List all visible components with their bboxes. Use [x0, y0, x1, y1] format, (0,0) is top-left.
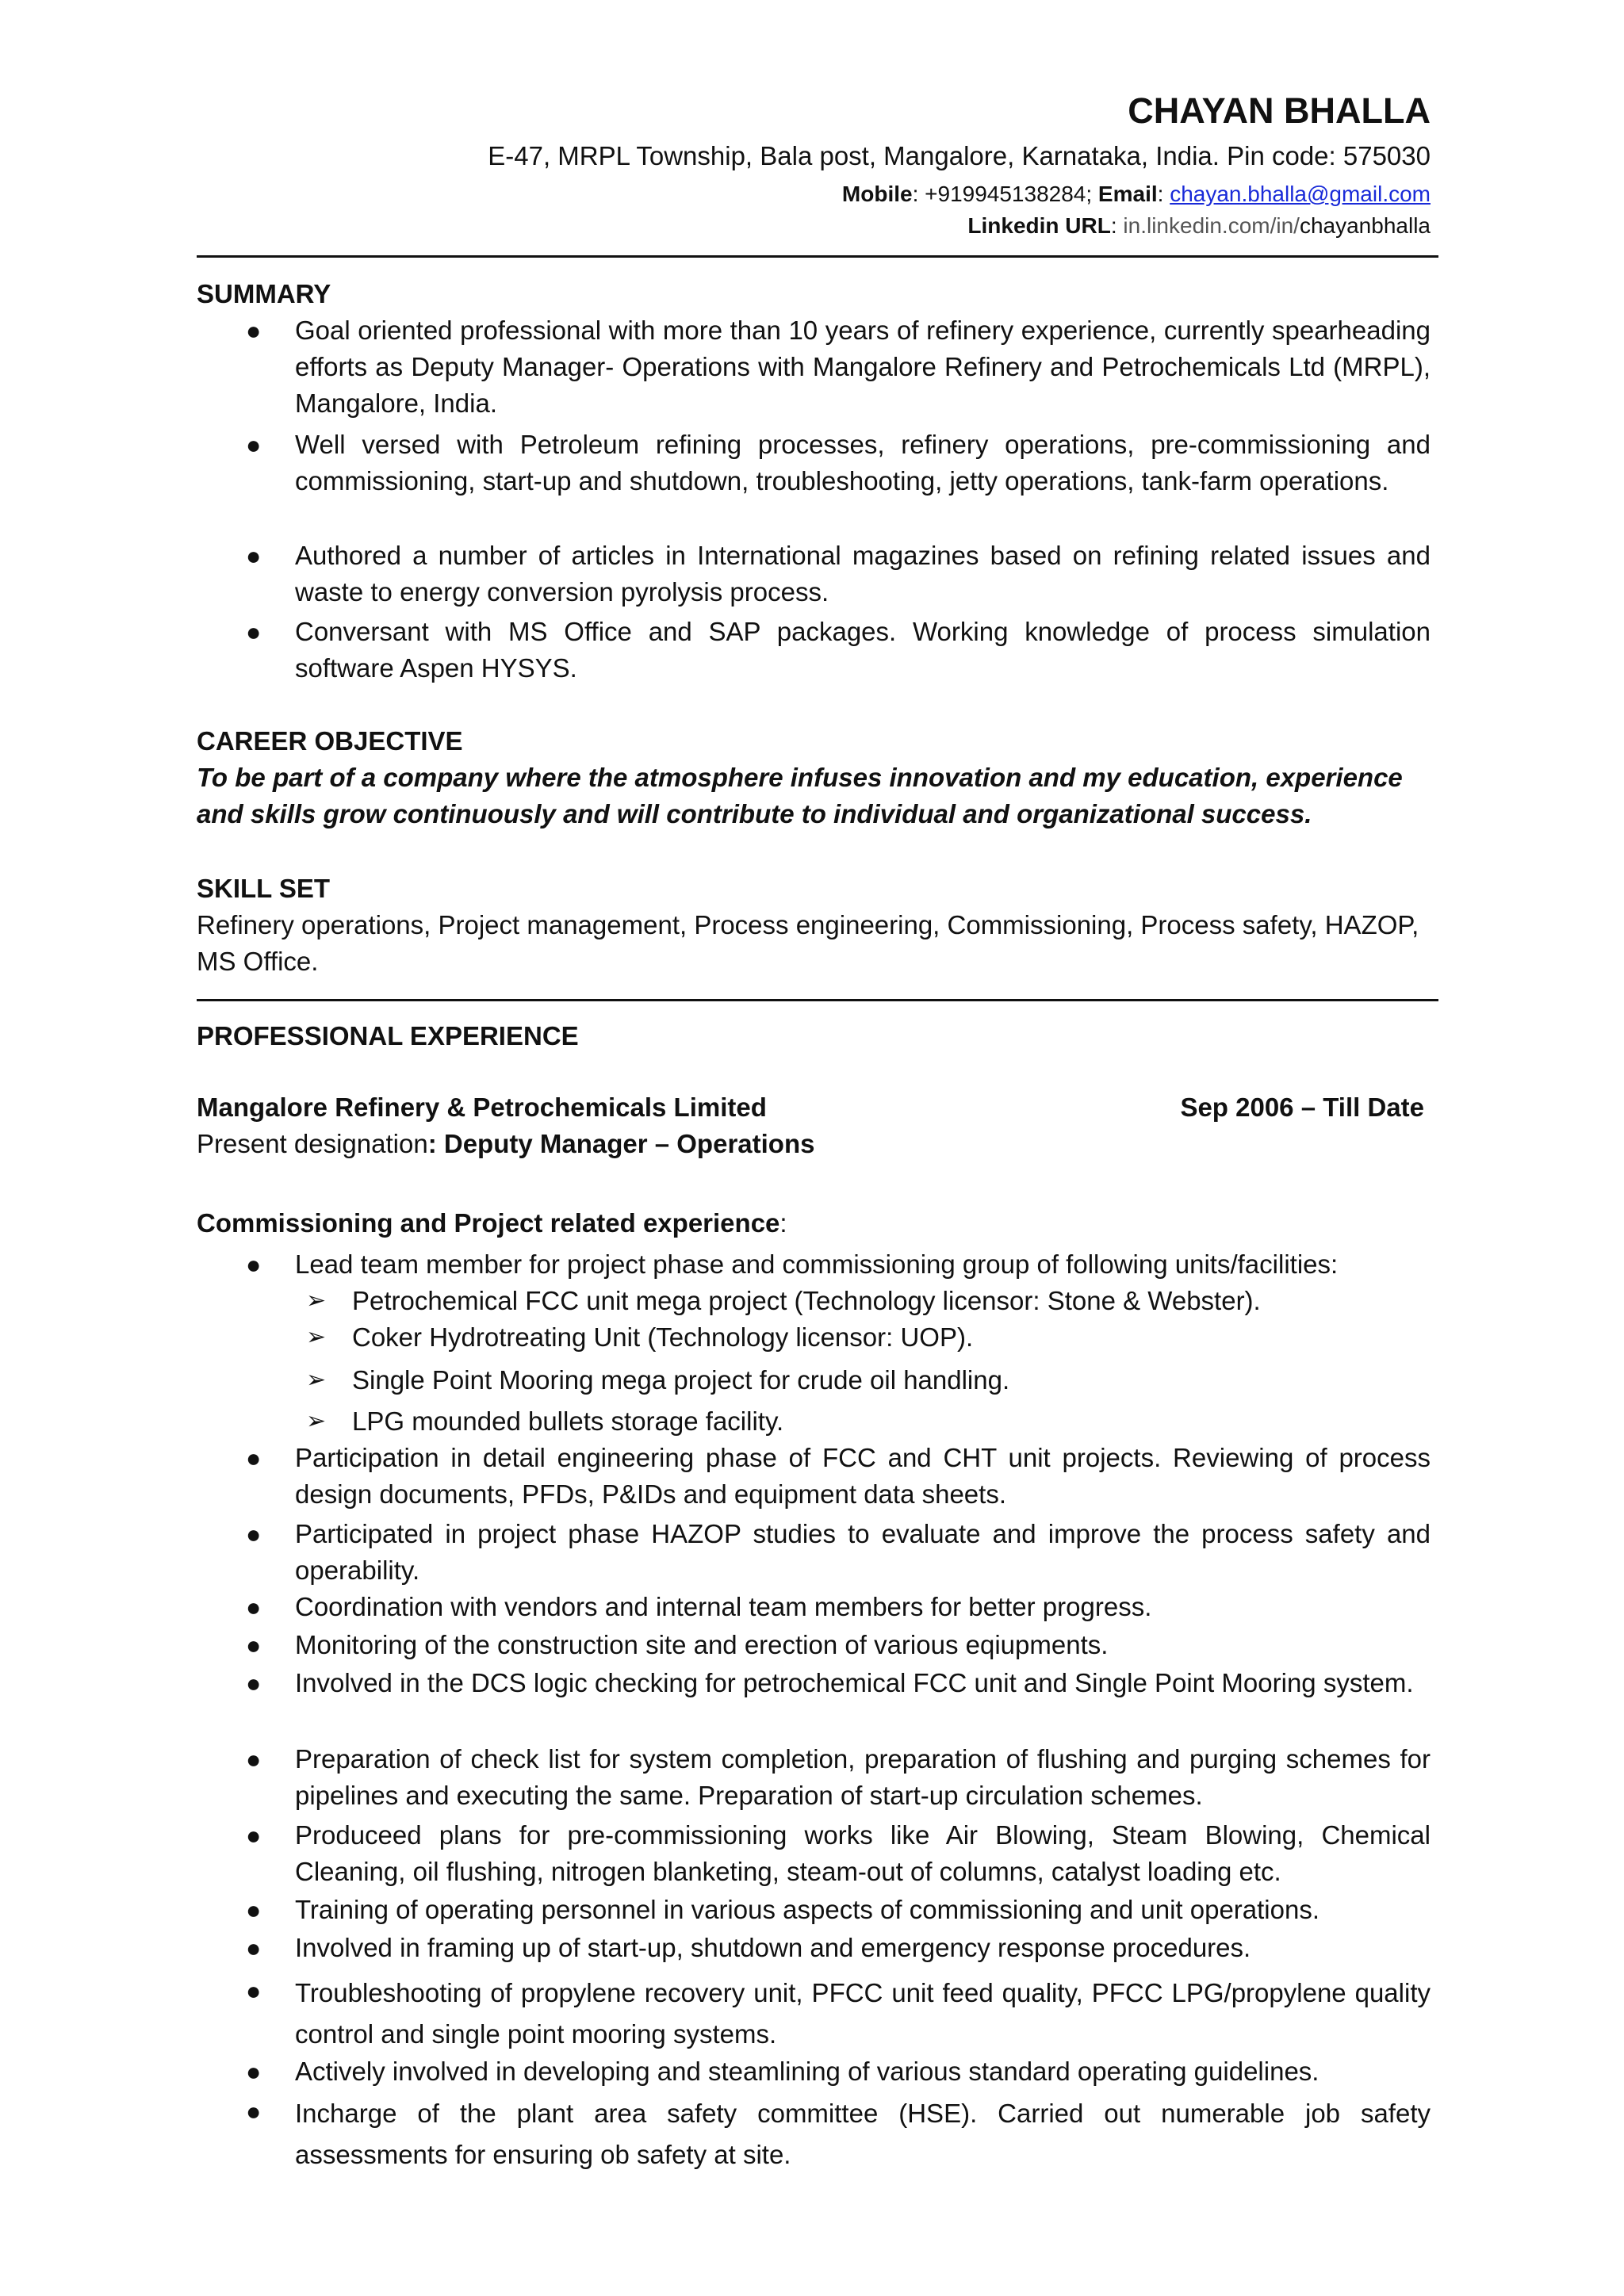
bullet-icon: ●	[246, 430, 262, 459]
contact-line: Mobile: +919945138284; Email: chayan.bhalla@gmail.com	[841, 182, 1431, 206]
bullet-icon: ●	[246, 1976, 262, 2005]
arrow-bullet-icon: ➢	[306, 1288, 327, 1314]
linkedin-handle: chayanbhalla	[1299, 213, 1431, 238]
experience-item: Produceed plans for pre-commissioning works like Air Blowing, Steam Blowing, Chemical Cleaning, oil flushing, nitrogen blanketing, steam-out of columns, catalyst loading etc.	[295, 1820, 1431, 1886]
header-divider	[197, 255, 1438, 258]
career-objective-text: To be part of a company where the atmosphere infuses innovation and my education, experience and skills grow continuously and will contribute to individual and organizational success.	[197, 763, 1403, 828]
experience-item: Coordination with vendors and internal team members for better progress.	[295, 1592, 1152, 1621]
project-sub-item: LPG mounded bullets storage facility.	[352, 1406, 784, 1436]
linkedin-label: Linkedin URL	[967, 213, 1111, 238]
summary-item: Well versed with Petroleum refining processes, refinery operations, pre-commissioning and commissioning, start-up and shutdown, troubleshooting, jetty operations, tank-farm operations.	[295, 430, 1431, 496]
commissioning-subheading-line: Commissioning and Project related experience:	[197, 1208, 787, 1238]
address: E-47, MRPL Township, Bala post, Mangalore, Karnataka, India. Pin code: 575030	[488, 141, 1431, 170]
section-divider	[197, 999, 1438, 1001]
bullet-icon: ●	[246, 1669, 262, 1697]
bullet-icon: ●	[246, 1631, 262, 1659]
summary-item: Conversant with MS Office and SAP packages. Working knowledge of process simulation software Aspen HYSYS.	[295, 617, 1431, 683]
linkedin-line: Linkedin URL: in.linkedin.com/in/chayanbhalla	[967, 213, 1431, 238]
bullet-icon: ●	[246, 1745, 262, 1774]
bullet-icon: ●	[246, 1250, 262, 1279]
experience-item: Actively involved in developing and steamlining of various standard operating guidelines.	[295, 2057, 1320, 2086]
experience-item: Incharge of the plant area safety committee (HSE). Carried out numerable job safety assessments for ensuring ob safety at site.	[295, 2099, 1431, 2169]
arrow-bullet-icon: ➢	[306, 1367, 327, 1393]
summary-item: Goal oriented professional with more than 10 years of refinery experience, currently spearheading efforts as Deputy Manager- Operations with Mangalore Refinery and Petrochemicals Ltd (MRPL), Mangalore, India.	[295, 316, 1431, 418]
experience-item: Training of operating personnel in various aspects of commissioning and unit operations.	[295, 1895, 1320, 1924]
summary-item: Authored a number of articles in International magazines based on refining related issues and waste to energy conversion pyrolysis process.	[295, 541, 1431, 607]
mobile-label: Mobile	[841, 182, 913, 206]
bullet-icon: ●	[246, 541, 262, 570]
summary-heading: SUMMARY	[197, 279, 331, 308]
designation-label: Present designation	[197, 1129, 428, 1158]
arrow-bullet-icon: ➢	[306, 1324, 327, 1350]
designation-line	[197, 1126, 814, 1162]
skill-set-heading: SKILL SET	[197, 874, 331, 903]
company-name: Mangalore Refinery & Petrochemicals Limited	[197, 1093, 767, 1122]
experience-heading: PROFESSIONAL EXPERIENCE	[197, 1021, 579, 1050]
project-sub-item: Petrochemical FCC unit mega project (Technology licensor: Stone & Webster).	[352, 1286, 1261, 1315]
bullet-icon: ●	[246, 1934, 262, 1962]
employment-dates: Sep 2006 – Till Date	[1180, 1093, 1424, 1122]
bullet-icon: ●	[246, 2057, 262, 2086]
bullet-icon: ●	[246, 618, 262, 646]
experience-item: Preparation of check list for system completion, preparation of flushing and purging schemes for pipelines and executing the same. Preparation of start-up circulation schemes.	[295, 1744, 1431, 1810]
experience-item: Participation in detail engineering phase of FCC and CHT unit projects. Reviewing of process design documents, PFDs, P&IDs and equipment data sheets.	[295, 1443, 1431, 1509]
mobile-number: +919945138284	[925, 182, 1086, 206]
bullet-icon: ●	[246, 1593, 262, 1621]
experience-item: Participated in project phase HAZOP studies to evaluate and improve the process safety and operability.	[295, 1519, 1431, 1585]
project-sub-item: Single Point Mooring mega project for crude oil handling.	[352, 1365, 1010, 1395]
linkedin-url-prefix: in.linkedin.com/in/	[1123, 213, 1300, 238]
skill-set-text: Refinery operations, Project management, Process engineering, Commissioning, Process safety, HAZOP, MS Office.	[197, 910, 1419, 976]
bullet-icon: ●	[246, 2097, 262, 2126]
bullet-icon: ●	[246, 1896, 262, 1924]
bullet-icon: ●	[246, 1444, 262, 1472]
experience-item: Troubleshooting of propylene recovery unit, PFCC unit feed quality, PFCC LPG/propylene quality control and single point mooring systems.	[295, 1978, 1431, 2049]
experience-item: Monitoring of the construction site and erection of various eqiupments.	[295, 1630, 1109, 1659]
experience-item: Involved in the DCS logic checking for petrochemical FCC unit and Single Point Mooring system.	[295, 1668, 1414, 1697]
bullet-icon: ●	[246, 1821, 262, 1850]
candidate-name: CHAYAN BHALLA	[1128, 90, 1431, 131]
email-link[interactable]: chayan.bhalla@gmail.com	[1170, 182, 1431, 206]
commissioning-subheading: Commissioning and Project related experience	[197, 1208, 780, 1238]
project-sub-item: Coker Hydrotreating Unit (Technology licensor: UOP).	[352, 1322, 974, 1352]
experience-item: Involved in framing up of start-up, shutdown and emergency response procedures.	[295, 1933, 1251, 1962]
arrow-bullet-icon: ➢	[306, 1408, 327, 1434]
experience-lead-item: Lead team member for project phase and commissioning group of following units/facilities:	[295, 1249, 1339, 1279]
designation: : Deputy Manager – Operations	[427, 1129, 815, 1158]
bullet-icon: ●	[246, 1520, 262, 1548]
bullet-icon: ●	[246, 316, 262, 345]
email-label: Email	[1097, 182, 1158, 206]
career-objective-heading: CAREER OBJECTIVE	[197, 726, 463, 756]
